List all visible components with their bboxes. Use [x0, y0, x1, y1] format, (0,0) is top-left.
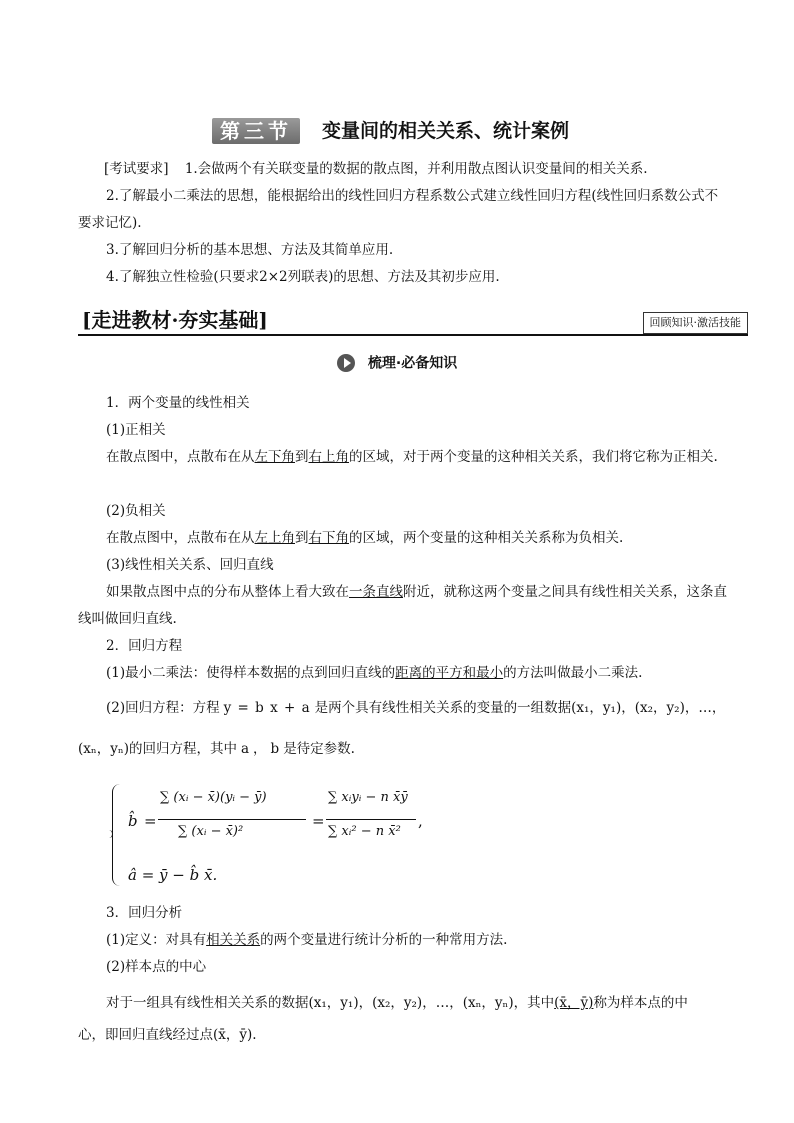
s2-p2-line2: (xₙ，yₙ)的回归方程，其中 a ， b 是待定参数.: [78, 741, 355, 757]
s3-p3-underline: (x̄，ȳ): [554, 995, 594, 1011]
requirements-item-4: 4.了解独立性检验(只要求2×2列联表)的思想、方法及其初步应用.: [106, 269, 500, 285]
formula-a-line: â = ȳ − b̂ x̄.: [128, 866, 218, 884]
regression-formula: [112, 782, 432, 890]
formula-frac-line-1: [158, 819, 306, 820]
section-title: 变量间的相关关系、统计案例: [322, 120, 570, 142]
formula-num-2: ∑ xᵢyᵢ − n x̄ȳ: [328, 790, 408, 805]
requirements-item-1: [考试要求] 1.会做两个有关联变量的数据的散点图，并利用散点图认识变量间的相关关系.: [104, 161, 648, 177]
s1-p2-underline-1: 左上角: [254, 530, 295, 546]
s3-p3: 对于一组具有线性相关关系的数据(x₁，y₁)，(x₂，y₂)，…，(xₙ，yₙ)，其中(x̄，ȳ)称为样本点的中: [106, 995, 688, 1011]
s1-p3-heading: (3)线性相关关系、回归直线: [106, 557, 274, 573]
formula-eq-2: =: [312, 812, 325, 830]
s2-p1: (1)最小二乘法：使得样本数据的点到回归直线的距离的平方和最小的方法叫做最小二乘法.: [106, 665, 643, 681]
s2-p1-underline: 距离的平方和最小: [395, 665, 504, 681]
param-b: b: [270, 741, 280, 757]
subhead-label: 梳理·必备知识: [367, 355, 458, 372]
s1-p2: 在散点图中，点散布在从左上角到右下角的区域，两个变量的这种相关关系称为负相关.: [106, 530, 624, 546]
s2-heading: 2．回归方程: [106, 638, 183, 654]
formula-den-2: ∑ xᵢ² − n x̄²: [328, 824, 401, 839]
formula-frac-line-2: [326, 819, 416, 820]
subhead: [0, 352, 794, 378]
section-badge: 第三节: [212, 118, 300, 144]
title-row: [0, 116, 794, 150]
formula-brace: [112, 784, 123, 886]
s3-heading: 3．回归分析: [106, 905, 183, 921]
formula-b-hat: b̂: [128, 812, 138, 830]
s2-p2: (2)回归方程：方程 y = b x + a 是两个具有线性相关关系的变量的一组数据(x₁，y₁)，(x₂，y₂)，…，: [106, 700, 726, 716]
s1-p3-underline-1: 一条直线: [349, 584, 403, 600]
formula-eq-1: =: [144, 812, 157, 830]
s1-p2-underline-2: 右下角: [308, 530, 349, 546]
s1-p1-heading: (1)正相关: [106, 422, 166, 438]
s1-p1-underline-1: 左下角: [254, 449, 295, 465]
formula-comma: ,: [418, 812, 423, 830]
play-icon: [337, 354, 355, 372]
param-a: a: [240, 741, 250, 757]
banner-title: [走进教材·夯实基础]: [82, 308, 268, 332]
formula-den-1: ∑ (xᵢ − x̄)²: [178, 824, 244, 839]
s1-p3: 如果散点图中点的分布从整体上看大致在一条直线附近，就称这两个变量之间具有线性相关关系，这条直线叫做回归直线.: [78, 584, 727, 627]
s1-heading: 1．两个变量的线性相关: [106, 395, 250, 411]
s3-p2-heading: (2)样本点的中心: [106, 959, 207, 975]
s1-p2-heading: (2)负相关: [106, 503, 166, 519]
s3-p1-underline: 相关关系: [206, 932, 261, 948]
banner-rule: [78, 334, 748, 336]
requirements-label: [考试要求]: [104, 161, 169, 177]
requirements-item-3: 3.了解回归分析的基本思想、方法及其简单应用.: [106, 242, 394, 258]
formula-num-1: ∑ (xᵢ − x̄)(yᵢ − ȳ): [160, 790, 267, 805]
regression-equation: y = b x + a: [223, 700, 311, 716]
banner-tag: 回顾知识·激活技能: [643, 312, 749, 334]
section-banner: [78, 304, 748, 336]
s1-p1-underline-2: 右上角: [308, 449, 349, 465]
s3-p3-line2: 心，即回归直线经过点(x̄，ȳ).: [78, 1027, 257, 1043]
requirements-item-2: 2.了解最小二乘法的思想，能根据给出的线性回归方程系数公式建立线性回归方程(线性回归系数公式不要求记忆).: [78, 188, 719, 231]
s1-p1: 在散点图中，点散布在从左下角到右上角的区域，对于两个变量的这种相关关系，我们将它称为正相关.: [106, 449, 718, 465]
s3-p1: (1)定义：对具有相关关系的两个变量进行统计分析的一种常用方法.: [106, 932, 508, 948]
